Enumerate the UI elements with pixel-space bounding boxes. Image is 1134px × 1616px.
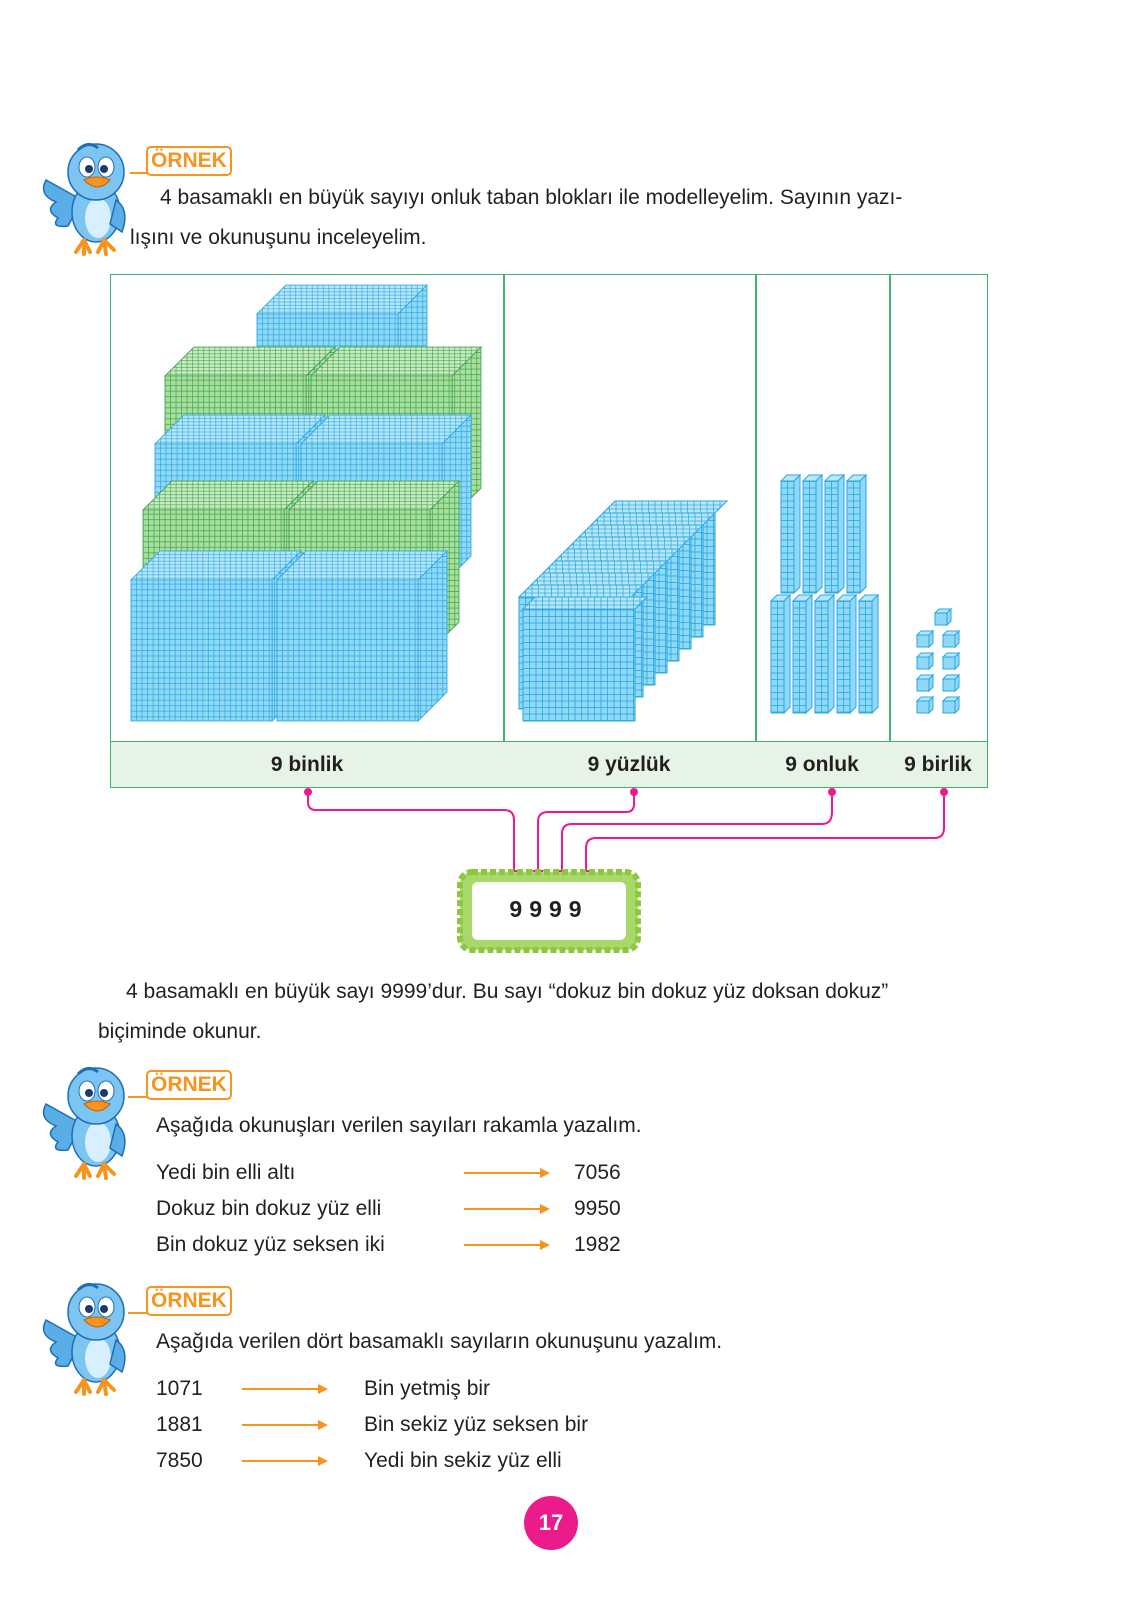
example1-text-line2: lışını ve okunuşunu inceleyelim. — [130, 226, 427, 249]
example2-row1-number: 7056 — [574, 1161, 621, 1184]
bird-mascot-icon — [38, 1064, 138, 1184]
example2-row1-words: Yedi bin elli altı — [156, 1161, 296, 1184]
example-tag: ÖRNEK — [146, 1286, 232, 1316]
arrow-right-icon — [242, 1382, 332, 1396]
arrow-right-icon — [464, 1166, 554, 1180]
arrow-right-icon — [464, 1202, 554, 1216]
label-hundreds: 9 yüzlük — [587, 753, 671, 776]
example3-row3-words: Yedi bin sekiz yüz elli — [364, 1449, 562, 1472]
example3-row3-number: 7850 — [156, 1449, 203, 1472]
thousands-blocks — [111, 275, 503, 741]
example3-intro: Aşağıda verilen dört basamaklı sayıların okunuşunu yazalım. — [156, 1330, 723, 1353]
units-blocks — [889, 275, 987, 741]
arrow-right-icon — [242, 1454, 332, 1468]
example-tag-line — [128, 1312, 148, 1314]
example1-text-line1: 4 basamaklı en büyük sayıyı onluk taban blokları ile modelleyelim. Sayının yazı- — [160, 186, 903, 209]
example2-row2-number: 9950 — [574, 1197, 621, 1220]
label-tens: 9 onluk — [785, 753, 859, 776]
example-tag: ÖRNEK — [146, 146, 232, 176]
summary-line2: biçiminde okunur. — [98, 1020, 262, 1043]
arrow-right-icon — [464, 1238, 554, 1252]
tens-blocks — [755, 275, 889, 741]
example3-row2-number: 1881 — [156, 1413, 203, 1436]
example3-row1-number: 1071 — [156, 1377, 203, 1400]
arrow-right-icon — [242, 1418, 332, 1432]
hundreds-blocks — [503, 275, 755, 741]
bird-mascot-icon — [38, 140, 138, 260]
example3-row1-words: Bin yetmiş bir — [364, 1377, 491, 1400]
label-units: 9 birlik — [904, 753, 972, 776]
page-number: 17 — [524, 1496, 578, 1550]
base-ten-blocks-table — [110, 274, 988, 788]
label-thousands: 9 binlik — [270, 753, 344, 776]
example3-row2-words: Bin sekiz yüz seksen bir — [364, 1413, 589, 1436]
result-number: 9999 — [509, 896, 589, 922]
example2-row2-words: Dokuz bin dokuz yüz elli — [156, 1197, 382, 1220]
bird-mascot-icon — [38, 1280, 138, 1400]
summary-line1: 4 basamaklı en büyük sayı 9999’dur. Bu sayı “dokuz bin dokuz yüz doksan dokuz” — [126, 980, 889, 1003]
example2-row3-words: Bin dokuz yüz seksen iki — [156, 1233, 385, 1256]
example2-intro: Aşağıda okunuşları verilen sayıları rakamla yazalım. — [156, 1114, 642, 1137]
example-tag-line — [128, 1096, 148, 1098]
example-tag: ÖRNEK — [146, 1070, 232, 1100]
example2-row3-number: 1982 — [574, 1233, 621, 1256]
